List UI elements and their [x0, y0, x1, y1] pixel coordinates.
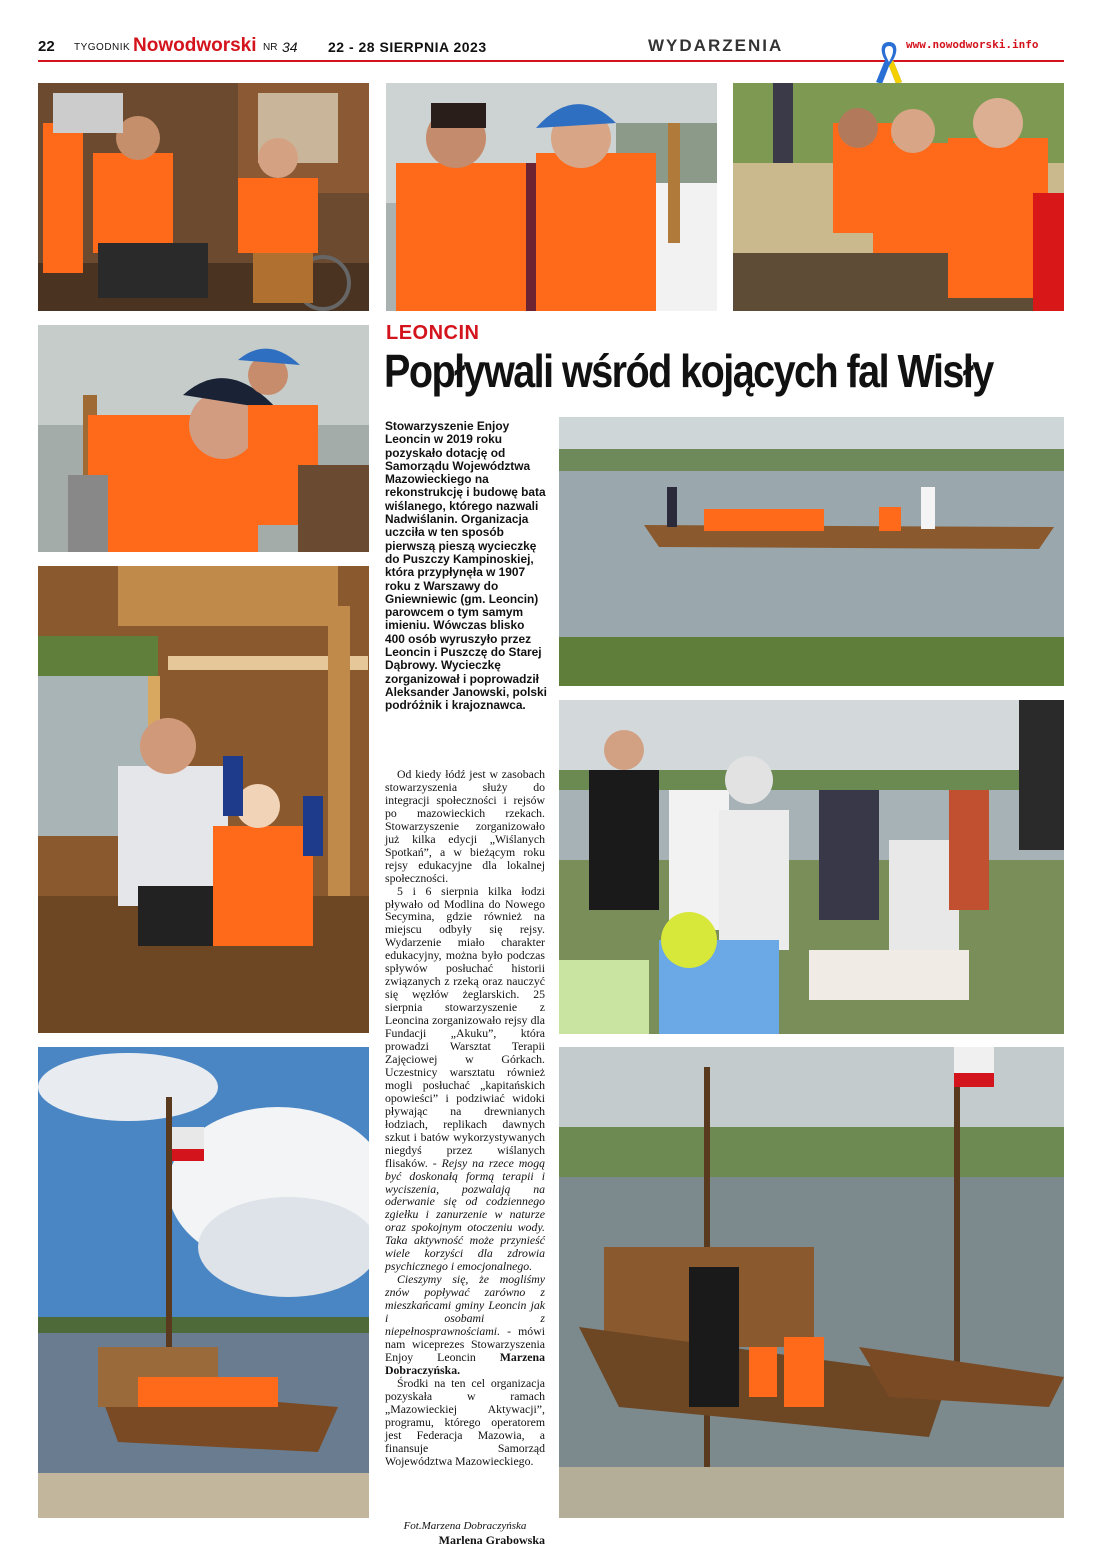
paragraph-3-quote: Cieszymy się, że mogliśmy znów popływać zarówno z mieszkańcami gminy Leoncin jak i osobami z niepełnosprawnościami. — [385, 1272, 545, 1338]
paragraph-3-tail: - mówi nam wiceprezes Stowarzyszenia Enjoy Leoncin — [385, 1323, 545, 1364]
article-title: Popływali wśród kojących fal Wisły — [384, 345, 993, 397]
ukraine-ribbon-icon — [872, 38, 906, 86]
quoted-person: Marzena Dobraczyńska. — [385, 1349, 545, 1377]
paragraph-1: Od kiedy łódź jest w zasobach stowarzyszenia służy do integracji społeczności i rejsów po mazowieckich rzekach. Stowarzyszenie zorganizowało już kilka edycji „Wiślanych Spotkań”, a w bieżącym roku rejsy edukacyjne dla lokalnej społeczności. — [385, 767, 545, 885]
photo-boat-on-river — [559, 417, 1064, 686]
issue-dates: 22 - 28 SIERPNIA 2023 — [328, 39, 487, 55]
issue-number: 34 — [282, 39, 298, 55]
photo-sailboat-sky — [38, 1047, 369, 1518]
photo-riverside-crowd — [559, 700, 1064, 1034]
paragraph-3 — [385, 1273, 545, 1377]
photo-credit: Fot.Marzena Dobraczyńska — [403, 1520, 527, 1532]
photo-boats-moored — [559, 1047, 1064, 1518]
article-author: Marlena Grabowska — [438, 1533, 545, 1547]
tygodnik-label: TYGODNIK — [74, 42, 131, 53]
photo-couple-life-vests — [386, 83, 717, 311]
paragraph-2 — [385, 885, 545, 1274]
section-title: WYDARZENIA — [648, 36, 784, 55]
article-body — [385, 768, 545, 1467]
photo-man-child-cabin — [38, 566, 369, 1033]
paragraph-4: Środki na ten cel organizacja pozyskała w ramach „Mazowieckiej Aktywacji”, programu, którego operatorem jest Federacja Mazowia, a finansuje Samorząd Województwa Mazowieckiego. — [385, 1375, 545, 1468]
photo-group-riverbank — [733, 83, 1064, 311]
brand-name: Nowodworski — [133, 35, 257, 56]
article-kicker: LEONCIN — [386, 322, 480, 344]
masthead — [38, 34, 1064, 62]
photo-boat-passengers — [38, 83, 369, 311]
paragraph-2-text: 5 i 6 sierpnia kilka łodzi pływało od Modlina do Nowego Secymina, gdzie również na miejscu odbyły się rejsy. Wydarzenie miało charakter edukacyjny, można było podczas spływów posłuchać historii związanych z rzeką oraz nauczyć się węzłów żeglarskich. 25 sierpnia stowarzyszenie z Leoncina zorganizowało rejsy dla Fundacji „Akuku”, która prowadzi Warsztat Terapii Zajęciowej w Górkach. Uczestnicy warsztatu również mogli posłuchać „kapitańskich opowieści” i podziwiać widoki pływając na drewnianych łodziach, replikach dawnych szkut i batów wykorzystywanych niegdyś przez wiślanych flisaków. — [385, 883, 545, 1170]
website-link[interactable]: www.nowodworski.info — [906, 38, 1039, 51]
article-lead: Stowarzyszenie Enjoy Leoncin w 2019 roku pozyskało dotację od Samorządu Województwa Mazowieckiego na rekonstrukcję i budowę bata wiślanego, którego nazwali Nadwiślanin. Organizacja uczciła w ten sposób pierwszą pieszą wycieczkę do Puszczy Kampinoskiej, która przypłynęła w 1907 roku z Warszawy do Gniewniewic (gm. Leoncin) parowcem o tym samym imieniu. Wówczas blisko 400 osób wyruszyło przez Leoncin i Puszczę do Starej Dąbrowy. Wycieczkę zorganizował i poprowadził Aleksander Janowski, polski podróżnik i krajoznawca. — [385, 419, 547, 713]
paragraph-2-quote: - Rejsy na rzece mogą być doskonałą formą terapii i wyciszenia, pozwalają na oderwanie się od codziennego zgiełku i zanurzenie w naturze oraz spokojnym otoczeniu wody. Taka aktywność może przynieść wiele korzyści dla zdrowia psychicznego i emocjonalnego. — [385, 1155, 545, 1274]
page-number: 22 — [38, 38, 55, 55]
issue-label: NR — [263, 42, 278, 53]
header-rule — [38, 60, 1064, 62]
photo-man-cap-boat — [38, 325, 369, 552]
